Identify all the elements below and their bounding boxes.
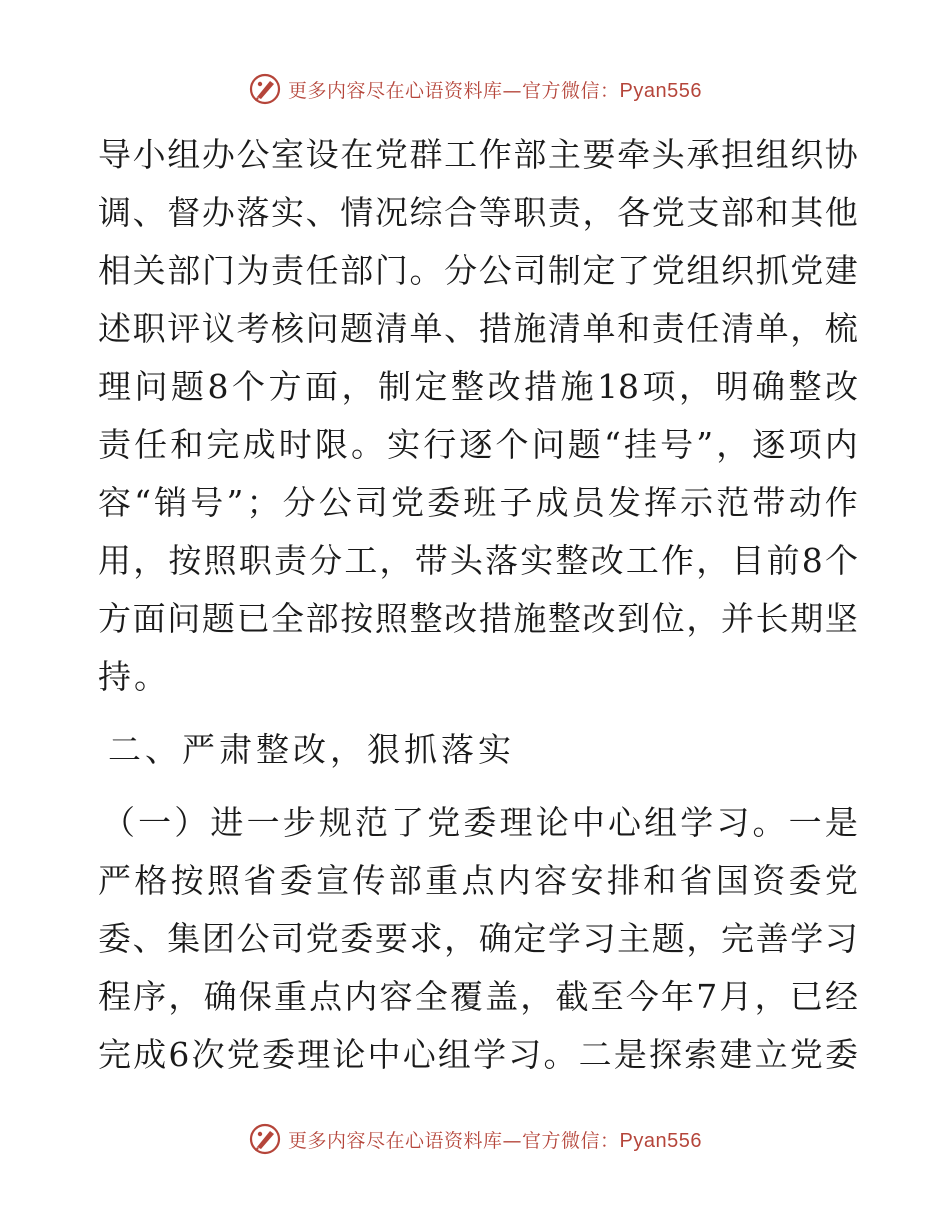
text-line: 调 、 督 办 落 实 、 情 况 综 合 等 职 责 ， 各 党 支 部 和 其 他	[98, 193, 858, 232]
paragraph-2	[98, 794, 858, 1084]
document-body	[98, 126, 858, 1084]
watermark-text: 更多内容尽在心语资料库—官方微信：Pyan556	[288, 1129, 702, 1152]
watermark-text: 更多内容尽在心语资料库—官方微信：Pyan556	[288, 79, 702, 102]
watermark-wechat-id: Pyan556	[619, 1129, 702, 1152]
header-watermark	[0, 72, 950, 106]
pen-quill-logo-icon	[248, 72, 282, 106]
text-line-last: 持。	[98, 657, 170, 696]
pen-quill-logo-icon	[248, 1122, 282, 1156]
text-line: 导 小 组 办 公 室 设 在 党 群 工 作 部 主 要 牵 头 承 担 组 织 协	[98, 135, 858, 174]
text-line: 用 ， 按 照 职 责 分 工 ， 带 头 落 实 整 改 工 作 ， 目 前 8 个	[98, 541, 858, 580]
text-line: 述 职 评 议 考 核 问 题 清 单 、 措 施 清 单 和 责 任 清 单 ， 梳	[98, 309, 858, 348]
text-line: 容 “ 销 号 ” ； 分 公 司 党 委 班 子 成 员 发 挥 示 范 带 动 作	[98, 483, 858, 522]
text-line: 严 格 按 照 省 委 宣 传 部 重 点 内 容 安 排 和 省 国 资 委 党	[98, 861, 858, 900]
text-line: 完 成 6 次 党 委 理 论 中 心 组 学 习 。 二 是 探 索 建 立 党 委	[98, 1035, 858, 1074]
text-line: 理 问 题 8 个 方 面 ， 制 定 整 改 措 施 18 项 ， 明 确 整 改	[98, 367, 858, 406]
watermark-wechat-id: Pyan556	[619, 79, 702, 102]
text-line: 责 任 和 完 成 时 限 。 实 行 逐 个 问 题 “ 挂 号 ” ， 逐 项 内	[98, 425, 858, 464]
text-line: 方 面 问 题 已 全 部 按 照 整 改 措 施 整 改 到 位 ， 并 长 期 坚	[98, 599, 858, 638]
text-line: 程 序 ， 确 保 重 点 内 容 全 覆 盖 ， 截 至 今 年 7 月 ， 已 经	[98, 977, 858, 1016]
footer-watermark	[0, 1122, 950, 1156]
text-line: 委 、 集 团 公 司 党 委 要 求 ， 确 定 学 习 主 题 ， 完 善 学 习	[98, 919, 858, 958]
section-heading: 二、严肃整改，狠抓落实	[108, 730, 515, 769]
text-line: （ 一 ） 进 一 步 规 范 了 党 委 理 论 中 心 组 学 习 。 一 是	[102, 803, 858, 842]
paragraph-1	[98, 126, 858, 706]
text-line: 相 关 部 门 为 责 任 部 门 。 分 公 司 制 定 了 党 组 织 抓 党 建	[98, 251, 858, 290]
